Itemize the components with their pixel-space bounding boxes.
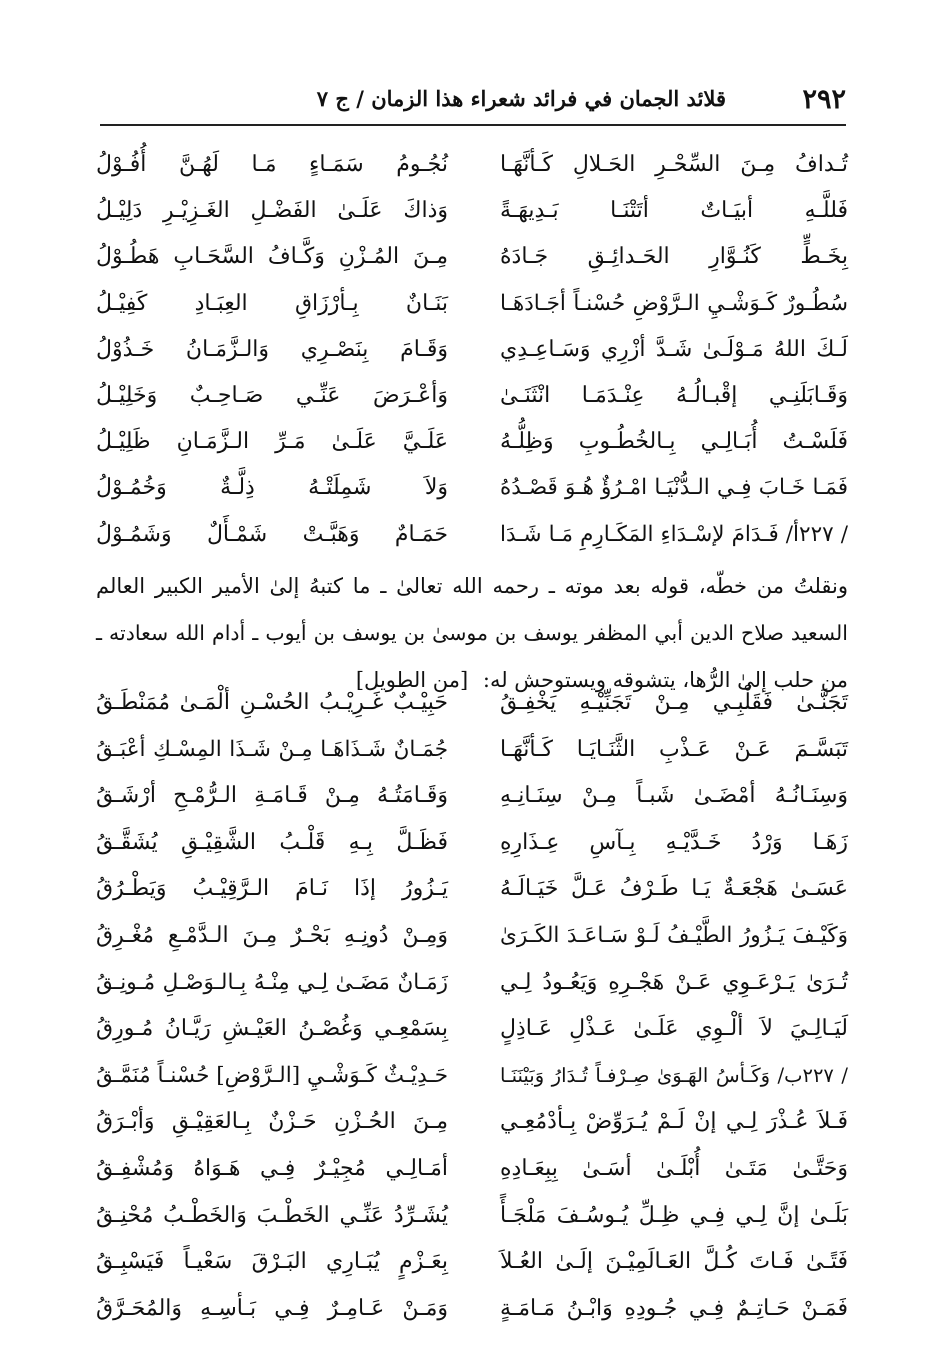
second-hemistich [96,868,448,910]
hemistich-text: وَقَـابَلَنِـي إقْبـالُـهُ عِنْـدَمَـا انْثَنَـىٰ [500,382,848,408]
second-hemistich [96,329,448,371]
first-hemistich [500,236,848,278]
first-hemistich [500,682,848,724]
second-hemistich [96,1241,448,1283]
verse-line [96,467,848,513]
verse-line [96,1101,848,1148]
hemistich-text: جُمَـانٌ شَـذَاهَـا مِـنْ شَـذَا المِسْـكِ أعْبَـقُ [96,736,448,762]
hemistich-text: وَكَيْـفَ يَـزُورُ الطَّيْـفُ لَـوْ سَـاعَـدَ الكَـرَىٰ [500,922,848,948]
hemistich-text: أمَـالِـي مُجِيْـرٌ فِـي هَـوَاهُ وَمُشْفِـقُ [96,1155,448,1181]
hemistich-text: لَـكَ اللهُ مَـوْلَـىٰ شَـدَّ أزْرِي وَسَـاعِـدِي [500,336,848,362]
prose-line-3-text: من حلب إلىٰ الرُّها، يتشوقه ويستوحش له: [482,668,848,692]
second-hemistich [96,514,448,556]
hemistich-text: فَتًـىٰ فَـاتَ كُـلَّ العَـالَمِيْـنَ إلَـىٰ العُـلاَ [500,1249,848,1275]
hemistich-text: وَذاكَ عَلَـىٰ الفَضْـلِ الغَـزِيْـرِ دَلِيْـلُ [96,198,448,224]
verse-line [96,329,848,375]
verse-line [96,1055,848,1102]
first-hemistich [500,144,848,186]
second-hemistich [96,1101,448,1143]
second-hemistich [96,1055,448,1097]
verse-line [96,144,848,190]
hemistich-text: وَأعْـرَضَ عَنِّـي صَـاحِـبٌ وَخَلِيْـلُ [96,382,448,408]
first-hemistich [500,1055,848,1097]
hemistich-text: تُـرَىٰ يَـرْعَـوِي عَـنْ هَجْـرِهِ وَيَعُـودُ لِـي [500,969,848,995]
second-hemistich [96,421,448,463]
header-rule [100,124,846,126]
second-hemistich [96,283,448,325]
verse-line [96,962,848,1009]
hemistich-text: عَسَـىٰ هَجْعَـةٌ يَـا طَـرْفُ عَـلَّ خَيَـالَـهُ [500,876,848,902]
second-hemistich [96,1195,448,1237]
second-hemistich [96,775,448,817]
second-hemistich [96,144,448,186]
second-hemistich [96,1008,448,1050]
verse-line [96,283,848,329]
first-hemistich [500,514,848,556]
hemistich-text: تَجَنَّـىٰ فَقَلْبِـي مِـنْ تَجَنِّيْـهِ يَخْفِـقُ [500,690,848,715]
hemistich-text: لَيَـالِـيَ لاَ ألْـوِي عَلَـىٰ عَـذْلِ عَـاذِلٍ [500,1016,848,1042]
verse-line [96,421,848,467]
first-hemistich [500,375,848,417]
hemistich-text: وَلاَ شَمِلَتْـهُ ذِلَّـةٌ وَخُمُـوْلُ [96,475,448,501]
verse-line [96,1148,848,1195]
first-hemistich [500,190,848,232]
verse-line [96,375,848,421]
verse-line [96,1195,848,1242]
verse-line [96,190,848,236]
first-hemistich [500,915,848,957]
second-hemistich [96,1148,448,1190]
hemistich-text: مِـنَ المُـزْنِ وَكَّـافُ السَّحَـابِ هَطُـوْلُ [96,244,448,270]
verse-line [96,1288,848,1335]
hemistich-text: وَسِنَـانُـهُ أمْضَـىٰ شَبـاً مِـنْ سِنَـانِـهِ [500,783,848,809]
verse-line [96,775,848,822]
hemistich-text: حَـدِيْـثٌ كَـوَشْـيِ [الـرَّوْضِ] حُسْنـاً مُنَمَّـقُ [96,1062,448,1088]
second-hemistich [96,962,448,1004]
second-hemistich [96,190,448,232]
hemistich-text: يُشَـرِّدُ عَنِّـي الخَطْـبَ وَالخَطْـبُ مُحْنِـقُ [96,1202,448,1228]
first-hemistich [500,775,848,817]
poem-block-1 [96,144,848,560]
first-hemistich [500,1288,848,1330]
first-hemistich [500,283,848,325]
poem-block-2 [96,682,848,1334]
prose-line-1: ونقلتُ من خطّه، قوله بعد موته ـ رحمه الله تعالىٰ ـ ما كتبهُ إلىٰ الأمير الكبير العالم [96,574,848,598]
second-hemistich [96,236,448,278]
hemistich-text: حَمَـامٌ وَهَبَّـتْ شَمْـأَلٌ وَشَمُـوْلُ [96,521,448,547]
hemistich-text: وَقَـامَ بِنَصْـرِي وَالـزَّمَـانُ خَـذُوْلُ [96,336,448,362]
hemistich-text: فَـلاَ عُـذْرَ لِـي إنْ لَـمْ يُـرَوِّضْ بِـأدْمُعِـي [500,1109,848,1135]
prose-line-2: السعيد صلاح الدين أبي المظفر يوسف بن موسىٰ بن يوسف بن أيوب ـ أدام الله سعادته ـ [96,621,848,645]
hemistich-text: حَبِيْـبٌ غَـرِيْـبُ الحُسْـنِ ألْمَـىٰ مُمَنْطَـقُ [96,690,448,715]
first-hemistich [500,1008,848,1050]
hemistich-text: عَلَـيَّ عَلَـىٰ مَـرِّ الـزَّمَـانِ ظَلِيْـلُ [96,429,448,455]
first-hemistich [500,1195,848,1237]
first-hemistich [500,421,848,463]
hemistich-text: زَهَـا وَرْدُ خَـدَّيْـهِ بِـآسِ عِـذَارِهِ [500,829,848,855]
hemistich-text: نُجُـومُ سَمَـاءٍ مَـا لَهُـنَّ أُفُـوْلُ [96,152,448,177]
hemistich-text: فَللَّـهِ أبيَـاتٌ أتَتْنَـا بَـدِيهَـةً [500,198,848,224]
second-hemistich [96,915,448,957]
verse-line [96,514,848,560]
second-hemistich [96,375,448,417]
verse-line [96,1241,848,1288]
meter-label: [من الطويل] [355,668,469,692]
second-hemistich [96,729,448,771]
second-hemistich [96,467,448,509]
hemistich-text: وَقَـامَتُـهُ مِـنْ قَـامَـةِ الـرُّمْـحِ أرْشَـقُ [96,783,448,809]
verse-line [96,868,848,915]
first-hemistich [500,1101,848,1143]
verse-line [96,915,848,962]
hemistich-text: يَـزُورُ إذَا نَـامَ الـرَّقِيْـبُ وَيَطْـرُقُ [96,876,448,902]
page-number: ٢٩٢ [802,84,846,115]
hemistich-text: سُطُـورٌ كَـوَشْـيِ الـرَّوْضِ حُسْنـاً أجَـادَهَـا [500,290,848,316]
first-hemistich [500,822,848,864]
hemistich-text: بِسَمْعِـي وَغُصْـنُ العَيْـشِ رَيَّـانُ مُـورِقُ [96,1016,448,1042]
first-hemistich [500,729,848,771]
hemistich-text: بِخَـطٍّ كَنُـوَّارِ الحَـدائِـقِ جَـادَهُ [500,244,848,270]
hemistich-text: بَلَـىٰ إنَّ لِـي فِـي ظِـلِّ يُـوسُـفَ مَلْجَـأً [500,1202,848,1228]
first-hemistich [500,1241,848,1283]
hemistich-text: بَنَـانٌ بِـأرْزَاقِ العِبَـادِ كَفِيْـلُ [96,290,448,316]
first-hemistich [500,868,848,910]
hemistich-text: / ٢٢٧ب/ وَكَـأسُ الهَـوَىٰ صِـرْفـاً تُـدَارُ وَبَيْنَنَـا [500,1063,849,1087]
second-hemistich [96,1288,448,1330]
page-header [100,78,846,122]
running-title: قلائد الجمان في فرائد شعراء هذا الزمان / ج ٧ [316,86,726,111]
verse-line [96,822,848,869]
hemistich-text: فَمَـنْ حَـاتِـمٌ فِـي جُـودِهِ وَابْـنُ مَـامَـةٍ [500,1295,848,1321]
first-hemistich [500,962,848,1004]
verse-line [96,729,848,776]
hemistich-text: زَمَـانٌ مَضَـىٰ لِـي مِنْـهُ بِـالـوَصْـلِ مُـونِـقُ [96,969,448,995]
second-hemistich [96,682,448,724]
verse-line [96,682,848,729]
hemistich-text: تُـدافُ مِـنَ السِّحْـرِ الحَـلالِ كَـأنَّهَـا [500,152,848,177]
hemistich-text: بِعَـزْمٍ يُبَـارِي البَـرْقَ سَعْيـاً فَيَسْبِـقُ [96,1249,448,1275]
first-hemistich [500,329,848,371]
first-hemistich [500,1148,848,1190]
hemistich-text: / ٢٢٧أ/ فَـدَامَ لإسْـدَاءِ المَكَـارِمِ مَـا شَـدَا [500,521,848,547]
verse-line [96,1008,848,1055]
hemistich-text: فَظَـلَّ بِـهِ قَلْـبُ الشَّقِيْـقِ يُشَقَّـقُ [96,829,448,855]
verse-line [96,236,848,282]
hemistich-text: مِـنَ الحُـزْنِ حَـزْنٌ بِـالعَقِيْـقِ وَأبْـرَقُ [96,1109,448,1135]
hemistich-text: فَلَسْـتُ أُبَـالِـي بِـالخُطُـوبِ وَظِلُّـهُ [500,429,848,455]
hemistich-text: وَمِـنْ دُونِـهِ بَحْـرٌ مِـنَ الـدَّمْـعِ مُغْـرِقُ [96,922,448,948]
hemistich-text: وَحَتَّـىٰ مَتَـىٰ أُبْلَـىٰ أسَـىٰ بِبِعَـادِهِ [500,1155,848,1181]
hemistich-text: فَمَـا خَـابَ فِـي الـدُّنْيَـا امْـرُؤٌ هُـوَ قَصْـدُهُ [500,475,848,501]
hemistich-text: وَمَـنْ عَـامِـرٌ فِـي بَـأسِـهِ وَالمُحَـرَّقُ [96,1295,448,1321]
first-hemistich [500,467,848,509]
hemistich-text: تَبَسَّـمَ عَـنْ عَـذْبِ الثَّنَـايَـا كَـأنَّهَـا [500,736,848,762]
second-hemistich [96,822,448,864]
